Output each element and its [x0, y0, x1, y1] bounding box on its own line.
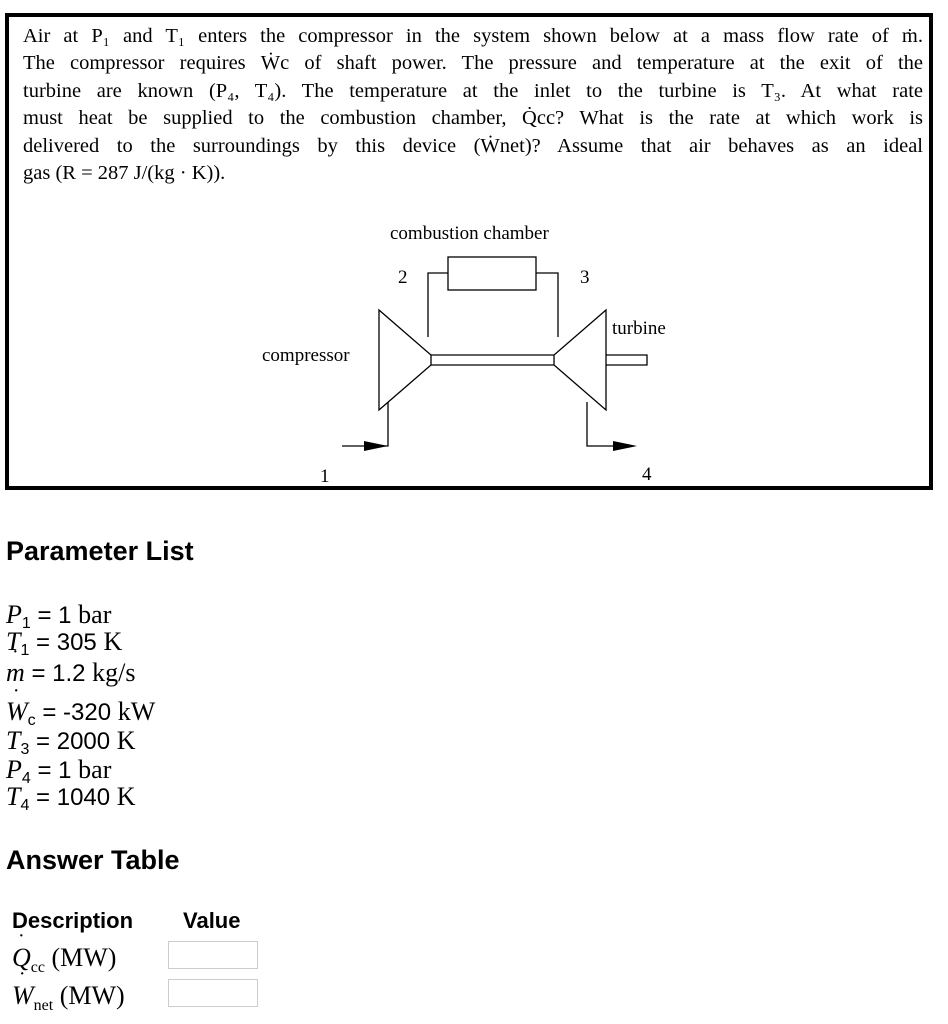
compressor-shape: [379, 310, 431, 410]
parameter-unit: K: [103, 627, 123, 656]
parameter-value: = 1040: [29, 784, 117, 811]
parameter-value: = 1: [30, 757, 79, 784]
description-column-header: Description: [12, 908, 134, 933]
parameter-item: [6, 659, 136, 696]
combustion-chamber-label: combustion chamber: [390, 223, 549, 244]
answer-row-wnet: [12, 981, 125, 1015]
parameter-subscript: 4: [21, 770, 31, 787]
parameter-unit: kg/s: [92, 658, 136, 687]
exit-arrow: [613, 441, 637, 451]
answer-subscript: net: [33, 997, 54, 1014]
parameter-subscript: 1: [21, 615, 31, 632]
parameter-unit: K: [116, 782, 136, 811]
parameter-subscript: 3: [20, 741, 30, 758]
turbine-label: turbine: [612, 318, 666, 339]
parameter-subscript: 4: [20, 797, 30, 814]
inlet-arrow: [364, 441, 388, 451]
parameter-value: = 2000: [29, 728, 117, 755]
problem-line: turbine are known (P₄, T₄). The temperature at the inlet to the turbine is T₃. At what rate: [23, 79, 923, 102]
parameter-unit: bar: [78, 600, 112, 629]
answer-symbol: ˙ W: [12, 981, 34, 1010]
parameter-symbol: ˙ m: [6, 658, 25, 687]
parameter-subscript: 1: [20, 642, 30, 659]
parameter-value: = -320: [35, 699, 118, 726]
parameter-list-heading: Parameter List: [6, 536, 194, 566]
wnet-answer-input[interactable]: [168, 979, 258, 1007]
state-1-label: 1: [320, 466, 330, 487]
turbine-shape: [554, 310, 606, 410]
parameter-value: = 305: [29, 629, 104, 656]
problem-line: delivered to the surroundings by this device (Ẇnet)? Assume that air behaves as an ideal: [23, 134, 923, 157]
parameter-symbol: T: [6, 627, 21, 656]
qcc-answer-input[interactable]: [168, 941, 258, 969]
parameter-symbol: P: [6, 755, 22, 784]
state-2-label: 2: [398, 267, 408, 288]
compressor-label: compressor: [262, 345, 350, 366]
parameter-item: [6, 783, 136, 820]
pipe-3: [536, 273, 558, 337]
parameter-unit: K: [116, 726, 136, 755]
exit-pipe-4: [587, 402, 630, 446]
answer-unit: (MW): [44, 943, 117, 972]
pipe-2: [428, 273, 448, 337]
problem-line: gas (R = 287 J/(kg · K)).: [23, 162, 226, 185]
parameter-symbol: T: [6, 782, 21, 811]
parameter-unit: bar: [78, 755, 112, 784]
answer-subscript: cc: [30, 959, 45, 976]
answer-symbol: ˙ Q: [12, 943, 31, 972]
problem-line: The compressor requires Ẇc of shaft power. The pressure and temperature at the exit of the: [23, 52, 923, 75]
parameter-value: = 1.2: [24, 660, 93, 687]
problem-line: Air at P₁ and T₁ enters the compressor in the system shown below at a mass flow rate of ṁ.: [23, 25, 923, 47]
parameter-symbol: T: [6, 726, 21, 755]
parameter-symbol: ˙ W: [6, 697, 28, 726]
answer-table-heading: Answer Table: [6, 845, 180, 875]
parameter-unit: kW: [117, 697, 156, 726]
answer-unit: (MW): [53, 981, 125, 1010]
parameter-value: = 1: [30, 602, 79, 629]
problem-line: must heat be supplied to the combustion chamber, Q̇cc? What is the rate at which work is: [23, 107, 923, 130]
gas-turbine-diagram: [0, 0, 948, 500]
answer-row-qcc: [12, 943, 116, 977]
combustion-chamber-box: [448, 257, 536, 290]
value-column-header: Value: [183, 908, 241, 933]
parameter-subscript: c: [27, 712, 36, 729]
output-shaft: [606, 355, 647, 365]
state-4-label: 4: [642, 464, 652, 485]
state-3-label: 3: [580, 267, 590, 288]
parameter-symbol: P: [6, 600, 22, 629]
